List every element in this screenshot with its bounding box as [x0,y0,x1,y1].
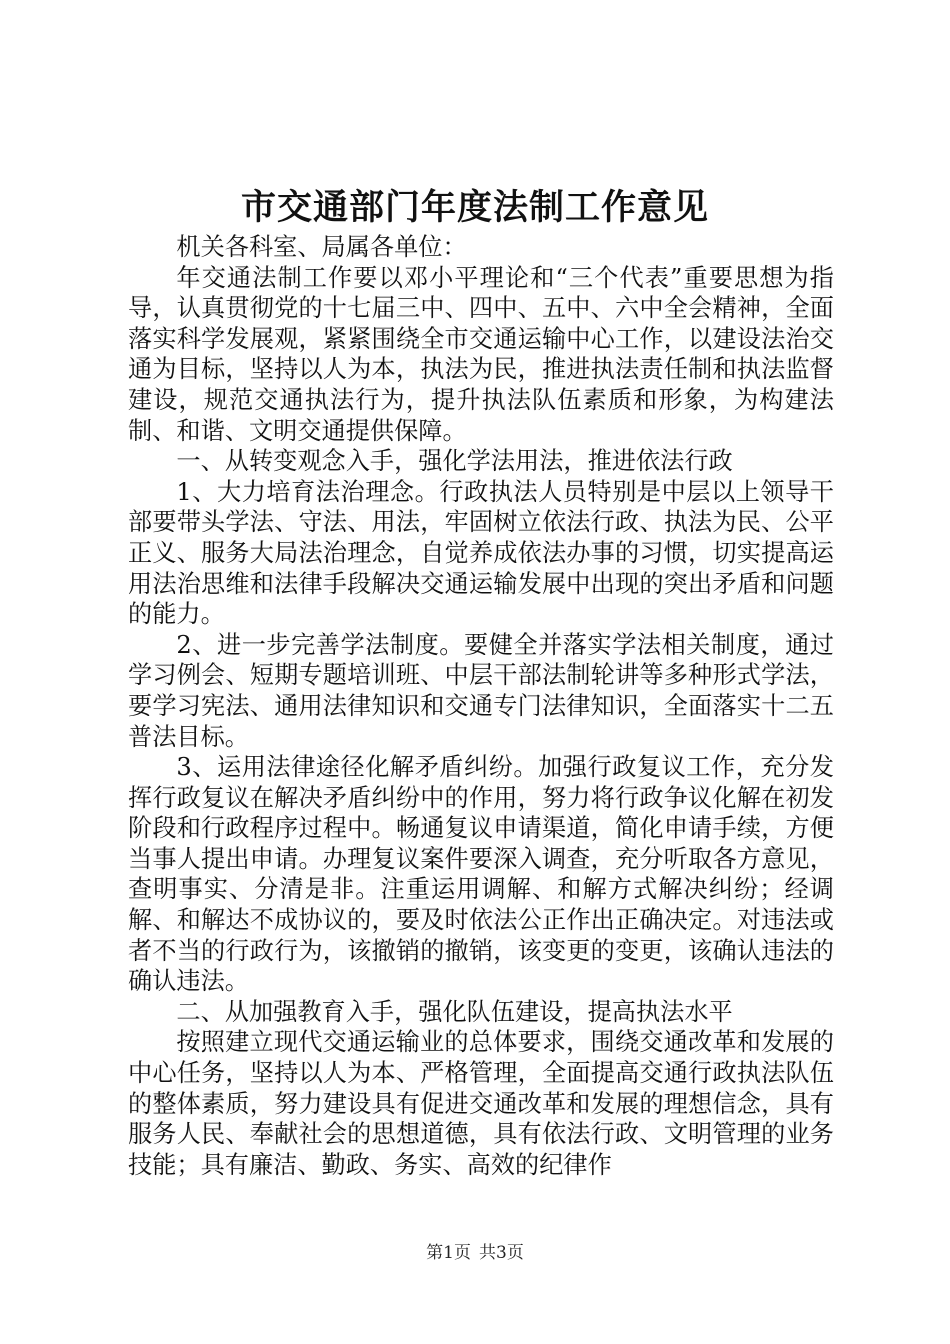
paragraph-item-3: 3、运用法律途径化解矛盾纠纷。加强行政复议工作，充分发挥行政复议在解决矛盾纠纷中的作用，努力将行政争议化解在初发阶段和行政程序过程中。畅通复议申请渠道，简化申请手续，方便当事人提出申请。办理复议案件要深入调查，充分听取各方意见，查明事实、分清是非。注重运用调解、和解方式解决纠纷；经调解、和解达不成协议的，要及时依法公正作出正确决定。对违法或者不当的行政行为，该撤销的撤销，该变更的变更，该确认违法的确认违法。 [128,753,834,996]
paragraph-section-2: 按照建立现代交通运输业的总体要求，围绕交通改革和发展的中心任务，坚持以人为本、严格管理，全面提高交通行政执法队伍的整体素质，努力建设具有促进交通改革和发展的理想信念，具有服务人民、奉献社会的思想道德，具有依法行政、文明管理的业务技能；具有廉洁、勤政、务实、高效的纪律作 [128,1028,834,1179]
document-body [128,232,834,1180]
paragraph-item-2: 2、进一步完善学法制度。要健全并落实学法相关制度，通过学习例会、短期专题培训班、中层干部法制轮讲等多种形式学法，要学习宪法、通用法律知识和交通专门法律知识，全面落实十二五普法目标。 [128,630,834,751]
section-heading-1: 一、从转变观念入手，强化学法用法，推进依法行政 [176,447,733,476]
page-total: 共3页 [479,1243,524,1263]
page-number: 第1页 [426,1243,471,1263]
page-footer [0,1241,950,1265]
paragraph-item-1: 1、大力培育法治理念。行政执法人员特别是中层以上领导干部要带头学法、守法、用法，牢固树立依法行政、执法为民、公平正义、服务大局法治理念，自觉养成依法办事的习惯，切实提高运用法治思维和法律手段解决交通运输发展中出现的突出矛盾和问题的能力。 [128,477,834,629]
section-heading-2: 二、从加强教育入手，强化队伍建设，提高执法水平 [176,997,733,1026]
salutation: 机关各科室、局属各单位： [176,233,467,261]
document-title: 市交通部门年度法制工作意见 [240,187,709,228]
paragraph-intro: 年交通法制工作要以邓小平理论和“三个代表”重要思想为指导，认真贯彻党的十七届三中、四中、五中、六中全会精神，全面落实科学发展观，紧紧围绕全市交通运输中心工作，以建设法治交通为目标，坚持以人为本，执法为民，推进执法责任制和执法监督建设，规范交通执法行为，提升执法队伍素质和形象，为构建法制、和谐、文明交通提供保障。 [128,263,834,445]
